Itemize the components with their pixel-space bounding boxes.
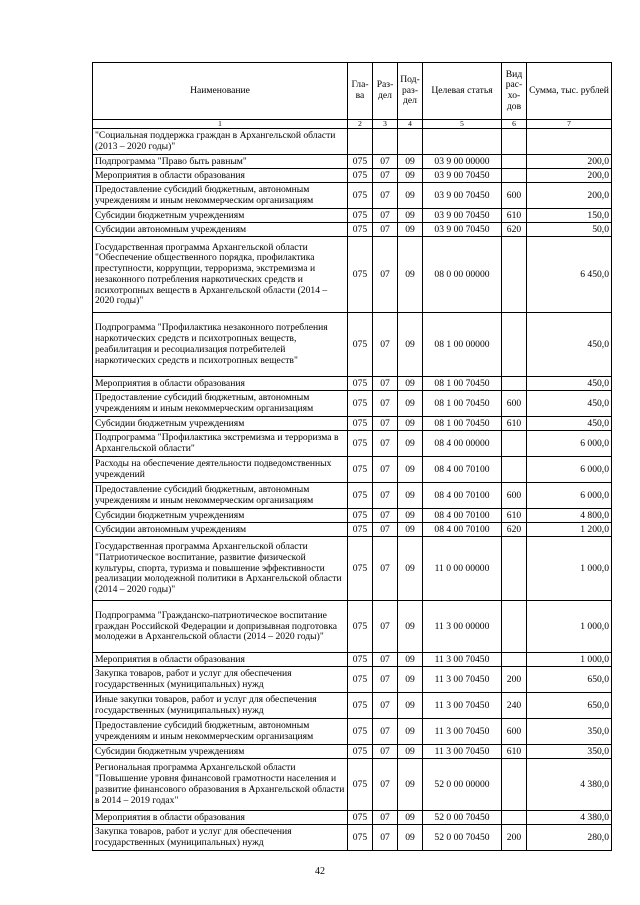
row-glava: 075 <box>348 223 373 237</box>
row-razdel: 07 <box>373 667 398 693</box>
table-row <box>93 377 612 391</box>
row-podrazdel: 09 <box>398 169 423 183</box>
row-summa: 350,0 <box>527 719 612 745</box>
row-vid: 610 <box>502 509 527 523</box>
row-razdel: 07 <box>373 209 398 223</box>
row-summa: 50,0 <box>527 223 612 237</box>
column-number: 5 <box>423 120 502 129</box>
row-statya: 52 0 00 00000 <box>423 759 502 811</box>
row-statya: 08 4 00 70100 <box>423 483 502 509</box>
header-row <box>93 63 612 120</box>
row-podrazdel: 09 <box>398 183 423 209</box>
row-podrazdel: 09 <box>398 537 423 601</box>
row-name: Мероприятия в области образования <box>93 811 348 825</box>
row-podrazdel <box>398 129 423 155</box>
row-summa: 4 380,0 <box>527 759 612 811</box>
row-glava: 075 <box>348 313 373 377</box>
row-glava: 075 <box>348 601 373 653</box>
row-razdel: 07 <box>373 417 398 431</box>
table-row <box>93 313 612 377</box>
row-podrazdel: 09 <box>398 237 423 313</box>
row-summa: 450,0 <box>527 391 612 417</box>
row-podrazdel: 09 <box>398 223 423 237</box>
row-statya <box>423 129 502 155</box>
table-row <box>93 719 612 745</box>
table-row <box>93 223 612 237</box>
row-vid: 610 <box>502 745 527 759</box>
row-glava: 075 <box>348 183 373 209</box>
row-razdel: 07 <box>373 759 398 811</box>
row-glava: 075 <box>348 391 373 417</box>
row-podrazdel: 09 <box>398 693 423 719</box>
row-name: Иные закупки товаров, работ и услуг для обеспечения государственных (муниципальных) нужд <box>93 693 348 719</box>
row-summa: 1 200,0 <box>527 523 612 537</box>
row-vid <box>502 313 527 377</box>
row-vid: 610 <box>502 417 527 431</box>
row-summa: 150,0 <box>527 209 612 223</box>
row-glava: 075 <box>348 811 373 825</box>
row-name: Государственная программа Архангельской области "Обеспечение общественного порядка, профилактика преступности, коррупции, терроризма, экстремизма и незаконного потребления наркотических средств и психотропных веществ в Архангельской области (2014 – 2020 годы)" <box>93 237 348 313</box>
table-row <box>93 209 612 223</box>
table-row <box>93 169 612 183</box>
row-name: Мероприятия в области образования <box>93 653 348 667</box>
row-vid: 620 <box>502 223 527 237</box>
header-statya: Целевая статья <box>423 63 502 120</box>
row-statya: 03 9 00 70450 <box>423 169 502 183</box>
row-podrazdel: 09 <box>398 483 423 509</box>
row-glava <box>348 129 373 155</box>
table-row <box>93 693 612 719</box>
row-name: Субсидии бюджетным учреждениям <box>93 509 348 523</box>
row-vid: 200 <box>502 825 527 851</box>
header-podrazdel: Под-раз-дел <box>398 63 423 120</box>
row-summa: 200,0 <box>527 155 612 169</box>
row-summa: 6 000,0 <box>527 483 612 509</box>
row-razdel: 07 <box>373 377 398 391</box>
row-summa: 200,0 <box>527 169 612 183</box>
row-glava: 075 <box>348 377 373 391</box>
row-podrazdel: 09 <box>398 811 423 825</box>
row-summa: 450,0 <box>527 313 612 377</box>
row-vid <box>502 601 527 653</box>
row-summa: 6 000,0 <box>527 431 612 457</box>
row-razdel: 07 <box>373 391 398 417</box>
row-summa: 450,0 <box>527 417 612 431</box>
row-glava: 075 <box>348 693 373 719</box>
table-row <box>93 509 612 523</box>
row-summa: 350,0 <box>527 745 612 759</box>
row-razdel: 07 <box>373 483 398 509</box>
row-statya: 08 1 00 70450 <box>423 377 502 391</box>
table-row <box>93 129 612 155</box>
row-podrazdel: 09 <box>398 155 423 169</box>
row-razdel: 07 <box>373 825 398 851</box>
row-vid <box>502 759 527 811</box>
table-row <box>93 745 612 759</box>
row-name: Субсидии бюджетным учреждениям <box>93 745 348 759</box>
row-statya: 08 4 00 70100 <box>423 509 502 523</box>
row-podrazdel: 09 <box>398 377 423 391</box>
row-razdel: 07 <box>373 745 398 759</box>
row-glava: 075 <box>348 719 373 745</box>
row-glava: 075 <box>348 209 373 223</box>
row-name: Региональная программа Архангельской области "Повышение уровня финансовой грамотности населения и развитие финансового образования в Архангельской области в 2014 – 2019 годах" <box>93 759 348 811</box>
row-statya: 03 9 00 70450 <box>423 209 502 223</box>
row-name: Предоставление субсидий бюджетным, автономным учреждениям и иным некоммерческим организациям <box>93 391 348 417</box>
row-podrazdel: 09 <box>398 719 423 745</box>
row-summa: 650,0 <box>527 667 612 693</box>
row-vid: 610 <box>502 209 527 223</box>
row-razdel <box>373 129 398 155</box>
column-number: 1 <box>93 120 348 129</box>
row-vid: 600 <box>502 183 527 209</box>
column-number-row <box>93 120 612 129</box>
row-summa: 4 800,0 <box>527 509 612 523</box>
row-vid <box>502 431 527 457</box>
row-vid <box>502 169 527 183</box>
header-razdel: Раз-дел <box>373 63 398 120</box>
row-vid: 200 <box>502 667 527 693</box>
row-razdel: 07 <box>373 509 398 523</box>
row-statya: 52 0 00 70450 <box>423 825 502 851</box>
table-row <box>93 667 612 693</box>
row-name: Субсидии автономным учреждениям <box>93 223 348 237</box>
row-podrazdel: 09 <box>398 457 423 483</box>
row-statya: 08 1 00 70450 <box>423 391 502 417</box>
row-summa <box>527 129 612 155</box>
row-name: Мероприятия в области образования <box>93 169 348 183</box>
row-statya: 11 3 00 70450 <box>423 693 502 719</box>
row-statya: 11 3 00 70450 <box>423 745 502 759</box>
row-summa: 6 000,0 <box>527 457 612 483</box>
table-row <box>93 417 612 431</box>
header-name: Наименование <box>93 63 348 120</box>
row-statya: 08 1 00 00000 <box>423 313 502 377</box>
row-glava: 075 <box>348 457 373 483</box>
row-podrazdel: 09 <box>398 313 423 377</box>
row-vid <box>502 537 527 601</box>
row-glava: 075 <box>348 759 373 811</box>
row-glava: 075 <box>348 523 373 537</box>
table-row <box>93 391 612 417</box>
row-podrazdel: 09 <box>398 509 423 523</box>
row-razdel: 07 <box>373 693 398 719</box>
row-name: "Социальная поддержка граждан в Архангельской области (2013 – 2020 годы)" <box>93 129 348 155</box>
row-summa: 1 000,0 <box>527 601 612 653</box>
table-row <box>93 601 612 653</box>
row-glava: 075 <box>348 509 373 523</box>
row-name: Субсидии бюджетным учреждениям <box>93 209 348 223</box>
row-glava: 075 <box>348 745 373 759</box>
row-podrazdel: 09 <box>398 209 423 223</box>
table-row <box>93 537 612 601</box>
row-glava: 075 <box>348 653 373 667</box>
row-glava: 075 <box>348 169 373 183</box>
row-statya: 11 3 00 70450 <box>423 667 502 693</box>
row-vid: 600 <box>502 483 527 509</box>
table-row <box>93 653 612 667</box>
row-podrazdel: 09 <box>398 431 423 457</box>
page-number: 42 <box>315 866 325 877</box>
row-vid <box>502 653 527 667</box>
row-razdel: 07 <box>373 523 398 537</box>
row-statya: 03 9 00 70450 <box>423 223 502 237</box>
row-vid: 600 <box>502 391 527 417</box>
row-vid: 620 <box>502 523 527 537</box>
row-statya: 08 4 00 70100 <box>423 457 502 483</box>
column-number: 6 <box>502 120 527 129</box>
row-podrazdel: 09 <box>398 417 423 431</box>
row-vid <box>502 237 527 313</box>
row-statya: 08 4 00 00000 <box>423 431 502 457</box>
header-summa: Сумма, тыс. рублей <box>527 63 612 120</box>
row-name: Государственная программа Архангельской области "Патриотическое воспитание, развитие физической культуры, спорта, туризма и повышение эффективности реализации молодежной политики в Архангельской области (2014 – 2020 годы)" <box>93 537 348 601</box>
table-row <box>93 457 612 483</box>
row-vid <box>502 155 527 169</box>
row-statya: 11 3 00 70450 <box>423 719 502 745</box>
row-statya: 08 0 00 00000 <box>423 237 502 313</box>
row-summa: 650,0 <box>527 693 612 719</box>
row-statya: 11 3 00 00000 <box>423 601 502 653</box>
row-razdel: 07 <box>373 601 398 653</box>
table-row <box>93 155 612 169</box>
row-statya: 52 0 00 70450 <box>423 811 502 825</box>
row-razdel: 07 <box>373 313 398 377</box>
row-razdel: 07 <box>373 457 398 483</box>
row-statya: 08 4 00 70100 <box>423 523 502 537</box>
row-glava: 075 <box>348 237 373 313</box>
row-statya: 03 9 00 00000 <box>423 155 502 169</box>
row-razdel: 07 <box>373 653 398 667</box>
row-summa: 6 450,0 <box>527 237 612 313</box>
row-glava: 075 <box>348 483 373 509</box>
row-razdel: 07 <box>373 537 398 601</box>
row-razdel: 07 <box>373 431 398 457</box>
table-row <box>93 759 612 811</box>
row-glava: 075 <box>348 667 373 693</box>
row-razdel: 07 <box>373 811 398 825</box>
column-number: 3 <box>373 120 398 129</box>
table-row <box>93 825 612 851</box>
table-row <box>93 811 612 825</box>
row-glava: 075 <box>348 417 373 431</box>
row-vid <box>502 377 527 391</box>
row-summa: 200,0 <box>527 183 612 209</box>
row-name: Расходы на обеспечение деятельности подведомственных учреждений <box>93 457 348 483</box>
header-vid: Вид рас-хо-дов <box>502 63 527 120</box>
row-razdel: 07 <box>373 155 398 169</box>
row-summa: 1 000,0 <box>527 537 612 601</box>
row-name: Подпрограмма "Право быть равным" <box>93 155 348 169</box>
row-podrazdel: 09 <box>398 759 423 811</box>
row-razdel: 07 <box>373 169 398 183</box>
row-glava: 075 <box>348 825 373 851</box>
row-podrazdel: 09 <box>398 825 423 851</box>
row-name: Субсидии автономным учреждениям <box>93 523 348 537</box>
row-name: Предоставление субсидий бюджетным, автономным учреждениям и иным некоммерческим организациям <box>93 719 348 745</box>
row-name: Подпрограмма "Гражданско-патриотическое воспитание граждан Российской Федерации и допризывная подготовка молодежи в Архангельской области (2014 – 2020 годы)" <box>93 601 348 653</box>
row-glava: 075 <box>348 155 373 169</box>
row-glava: 075 <box>348 537 373 601</box>
header-glava: Гла-ва <box>348 63 373 120</box>
row-name: Предоставление субсидий бюджетным, автономным учреждениям и иным некоммерческим организациям <box>93 183 348 209</box>
row-vid <box>502 811 527 825</box>
table-body <box>93 129 612 851</box>
table-row <box>93 431 612 457</box>
column-number: 4 <box>398 120 423 129</box>
row-podrazdel: 09 <box>398 667 423 693</box>
row-razdel: 07 <box>373 223 398 237</box>
row-statya: 11 3 00 70450 <box>423 653 502 667</box>
row-razdel: 07 <box>373 183 398 209</box>
row-statya: 03 9 00 70450 <box>423 183 502 209</box>
row-razdel: 07 <box>373 719 398 745</box>
row-statya: 08 1 00 70450 <box>423 417 502 431</box>
row-name: Субсидии бюджетным учреждениям <box>93 417 348 431</box>
row-podrazdel: 09 <box>398 523 423 537</box>
row-name: Предоставление субсидий бюджетным, автономным учреждениям и иным некоммерческим организациям <box>93 483 348 509</box>
row-summa: 4 380,0 <box>527 811 612 825</box>
row-podrazdel: 09 <box>398 745 423 759</box>
row-name: Подпрограмма "Профилактика экстремизма и терроризма в Архангельской области" <box>93 431 348 457</box>
row-razdel: 07 <box>373 237 398 313</box>
row-vid <box>502 457 527 483</box>
column-number: 2 <box>348 120 373 129</box>
row-name: Подпрограмма "Профилактика незаконного потребления наркотических средств и психотропных веществ, реабилитация и ресоциализация потребителей наркотических средств и психотропных веществ" <box>93 313 348 377</box>
row-statya: 11 0 00 00000 <box>423 537 502 601</box>
table-row <box>93 483 612 509</box>
row-summa: 1 000,0 <box>527 653 612 667</box>
table-row <box>93 183 612 209</box>
row-podrazdel: 09 <box>398 653 423 667</box>
row-summa: 450,0 <box>527 377 612 391</box>
table-row <box>93 237 612 313</box>
table-row <box>93 523 612 537</box>
row-name: Закупка товаров, работ и услуг для обеспечения государственных (муниципальных) нужд <box>93 667 348 693</box>
row-name: Закупка товаров, работ и услуг для обеспечения государственных (муниципальных) нужд <box>93 825 348 851</box>
row-glava: 075 <box>348 431 373 457</box>
row-summa: 280,0 <box>527 825 612 851</box>
row-vid: 600 <box>502 719 527 745</box>
budget-table <box>92 62 612 851</box>
row-podrazdel: 09 <box>398 391 423 417</box>
row-name: Мероприятия в области образования <box>93 377 348 391</box>
row-podrazdel: 09 <box>398 601 423 653</box>
row-vid <box>502 129 527 155</box>
column-number: 7 <box>527 120 612 129</box>
row-vid: 240 <box>502 693 527 719</box>
